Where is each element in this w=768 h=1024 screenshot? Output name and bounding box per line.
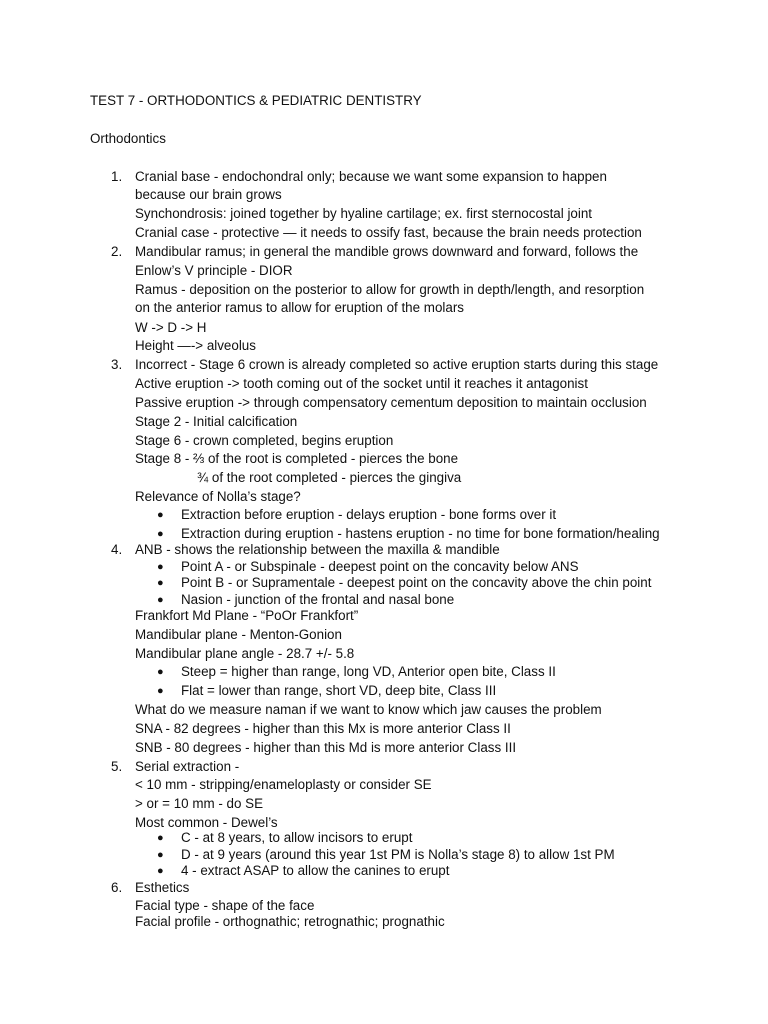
bullet-icon: ●: [157, 832, 164, 844]
bullet-icon: ●: [157, 528, 164, 540]
item-number: 4.: [111, 542, 123, 557]
item-line: SNA - 82 degrees - higher than this Mx is more anterior Class II: [135, 721, 511, 736]
item-line: Frankfort Md Plane - “PoOr Frankfort”: [135, 608, 359, 623]
item-line: Enlow’s V principle - DIOR: [135, 263, 293, 278]
bullet-icon: ●: [157, 685, 164, 697]
bullet-item: Nasion - junction of the frontal and nasal bone: [181, 592, 455, 607]
item-number: 3.: [111, 357, 123, 372]
item-line: Mandibular plane - Menton-Gonion: [135, 627, 342, 642]
item-line: Height —-> alveolus: [135, 338, 256, 353]
item-line: ANB - shows the relationship between the maxilla & mandible: [135, 542, 500, 557]
item-line: Cranial base - endochondral only; because we want some expansion to happen: [135, 169, 607, 184]
item-line: Mandibular plane angle - 28.7 +/- 5.8: [135, 646, 355, 661]
item-line: Stage 8 - ⅔ of the root is completed - pierces the bone: [135, 451, 459, 466]
item-line: Serial extraction -: [135, 759, 240, 774]
item-line: Most common - Dewel’s: [135, 815, 278, 830]
bullet-item: Point A - or Subspinale - deepest point on the concavity below ANS: [181, 559, 579, 574]
item-line: ¾ of the root completed - pierces the gingiva: [197, 470, 462, 485]
item-number: 5.: [111, 759, 123, 774]
item-line: Mandibular ramus; in general the mandible grows downward and forward, follows the: [135, 244, 639, 259]
item-line: on the anterior ramus to allow for eruption of the molars: [135, 300, 464, 315]
item-line: What do we measure naman if we want to know which jaw causes the problem: [135, 702, 602, 717]
item-line: because our brain grows: [135, 187, 282, 202]
item-line: Stage 2 - Initial calcification: [135, 414, 298, 429]
bullet-icon: ●: [157, 509, 164, 521]
item-line: Incorrect - Stage 6 crown is already completed so active eruption starts during this stage: [135, 357, 659, 372]
section-heading: Orthodontics: [90, 131, 166, 146]
item-line: Facial profile - orthognathic; retrognathic; prognathic: [135, 914, 445, 929]
bullet-item: C - at 8 years, to allow incisors to erupt: [181, 830, 413, 845]
item-line: Stage 6 - crown completed, begins eruption: [135, 433, 394, 448]
item-line: Passive eruption -> through compensatory cementum deposition to maintain occlusion: [135, 395, 647, 410]
bullet-icon: ●: [157, 865, 164, 877]
bullet-item: 4 - extract ASAP to allow the canines to erupt: [181, 863, 450, 878]
item-line: Active eruption -> tooth coming out of the socket until it reaches it antagonist: [135, 376, 588, 391]
bullet-icon: ●: [157, 666, 164, 678]
bullet-item: Steep = higher than range, long VD, Anterior open bite, Class II: [181, 664, 556, 679]
item-line: Cranial case - protective — it needs to ossify fast, because the brain needs protection: [135, 225, 642, 240]
item-line: Esthetics: [135, 880, 190, 895]
bullet-item: Point B - or Supramentale - deepest point on the concavity above the chin point: [181, 575, 652, 590]
item-line: Facial type - shape of the face: [135, 898, 315, 913]
item-number: 2.: [111, 244, 123, 259]
bullet-icon: ●: [157, 849, 164, 861]
item-line: W -> D -> H: [135, 320, 207, 335]
bullet-item: Extraction during eruption - hastens eruption - no time for bone formation/healing: [181, 526, 660, 541]
item-line: < 10 mm - stripping/enameloplasty or consider SE: [135, 777, 432, 792]
item-line: Relevance of Nolla’s stage?: [135, 489, 301, 504]
document-title: TEST 7 - ORTHODONTICS & PEDIATRIC DENTISTRY: [90, 93, 422, 108]
item-number: 6.: [111, 880, 123, 895]
bullet-item: Extraction before eruption - delays eruption - bone forms over it: [181, 507, 557, 522]
item-line: Synchondrosis: joined together by hyaline cartilage; ex. first sternocostal joint: [135, 206, 593, 221]
item-line: > or = 10 mm - do SE: [135, 796, 264, 811]
item-line: Ramus - deposition on the posterior to allow for growth in depth/length, and resorption: [135, 282, 645, 297]
item-number: 1.: [111, 169, 123, 184]
bullet-item: Flat = lower than range, short VD, deep bite, Class III: [181, 683, 497, 698]
bullet-icon: ●: [157, 594, 164, 606]
bullet-item: D - at 9 years (around this year 1st PM is Nolla’s stage 8) to allow 1st PM: [181, 847, 615, 862]
item-line: SNB - 80 degrees - higher than this Md is more anterior Class III: [135, 740, 517, 755]
bullet-icon: ●: [157, 561, 164, 573]
bullet-icon: ●: [157, 577, 164, 589]
